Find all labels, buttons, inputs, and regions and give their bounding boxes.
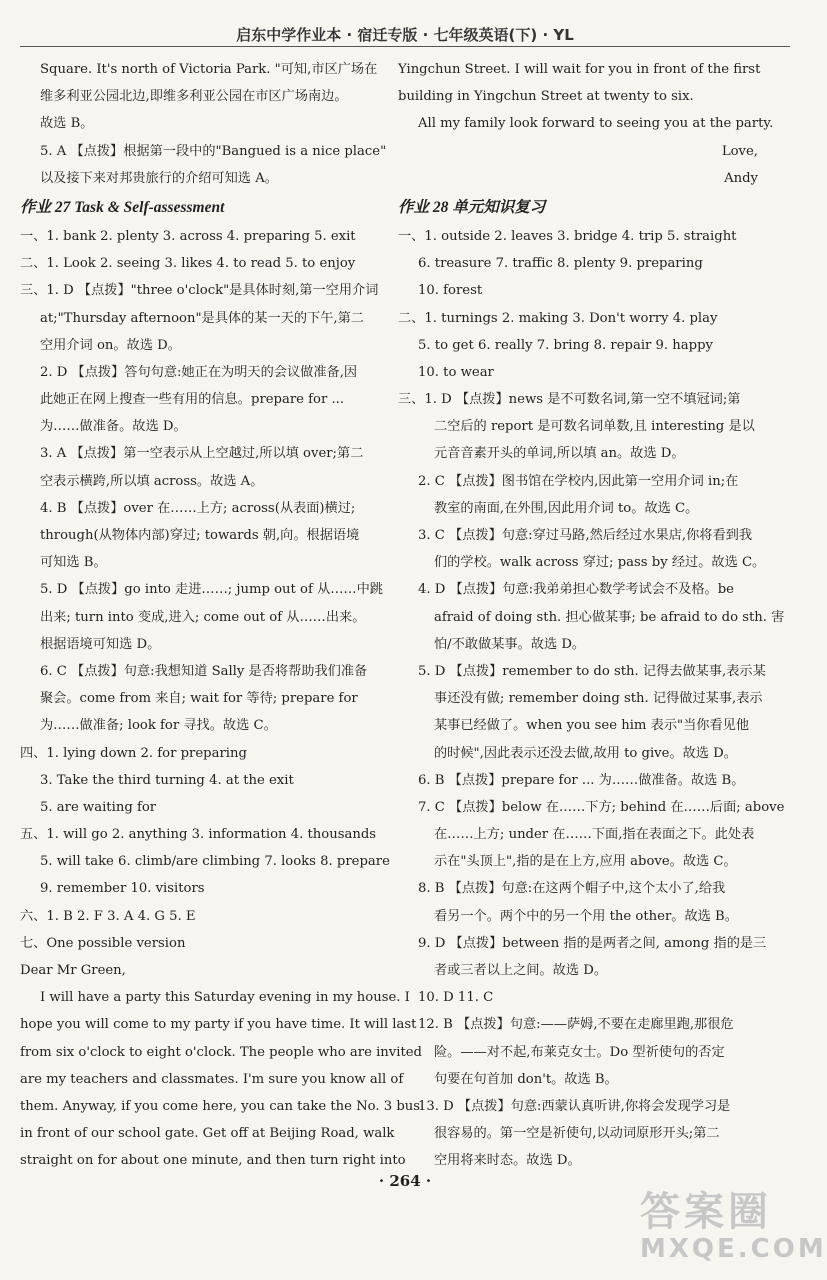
text-line: 教室的南面,在外围,因此用介词 to。故选 C。: [434, 500, 699, 516]
text-line: Andy: [724, 170, 758, 186]
text-line: 看另一个。两个中的另一个用 the other。故选 B。: [434, 908, 738, 924]
text-line: 怕/不敢做某事。故选 D。: [434, 636, 586, 652]
text-line: Square. It's north of Victoria Park. "可知,市区广场在: [40, 62, 378, 77]
text-line: 出来; turn into 变成,进入; come out of 从……出来。: [40, 609, 366, 625]
text-line: 一、1. bank 2. plenty 3. across 4. preparing 5. exit: [20, 228, 356, 244]
watermark-top: 答案圈: [640, 1189, 772, 1235]
text-line: 根据语境可知选 D。: [40, 636, 161, 652]
text-line: 为……做准备; look for 寻找。故选 C。: [40, 718, 277, 734]
text-line: 险。——对不起,布莱克女士。Do 型祈使句的否定: [434, 1044, 725, 1060]
text-line: 某事已经做了。when you see him 表示"当你看见他: [434, 718, 750, 734]
text-line: afraid of doing sth. 担心做某事; be afraid to do sth. 害: [434, 609, 785, 625]
text-line: are my teachers and classmates. I'm sure you know all of: [20, 1071, 404, 1087]
text-line: 2. D 【点拨】答句句意:她正在为明天的会议做准备,因: [40, 364, 358, 380]
text-line: 们的学校。walk across 穿过; pass by 经过。故选 C。: [434, 555, 766, 571]
text-line: 故选 B。: [40, 116, 94, 132]
text-line: 9. D 【点拨】between 指的是两者之间, among 指的是三: [418, 935, 767, 951]
text-line: 5. D 【点拨】remember to do sth. 记得去做某事,表示某: [418, 663, 766, 679]
text-line: 13. D 【点拨】句意:西蒙认真听讲,你将会发现学习是: [418, 1098, 731, 1114]
text-line: 示在"头顶上",指的是在上方,应用 above。故选 C。: [434, 854, 737, 870]
text-line: I will have a party this Saturday evening in my house. I: [40, 990, 410, 1006]
text-line: 5. will take 6. climb/are climbing 7. looks 8. prepare: [40, 854, 390, 870]
text-line: 可知选 B。: [40, 555, 107, 571]
text-line: 四、1. lying down 2. for preparing: [20, 745, 247, 761]
text-line: 2. C 【点拨】图书馆在学校内,因此第一空用介词 in;在: [418, 473, 739, 489]
section-title: 作业 28 单元知识复习: [398, 198, 546, 216]
text-line: 句要在句首加 don't。故选 B。: [434, 1071, 618, 1087]
watermark-bottom: MXQE.COM: [640, 1234, 827, 1264]
text-line: 事还没有做; remember doing sth. 记得做过某事,表示: [434, 691, 763, 707]
text-line: 很容易的。第一空是祈使句,以动词原形开头;第二: [434, 1126, 720, 1142]
text-line: 5. are waiting for: [40, 799, 157, 815]
text-line: from six o'clock to eight o'clock. The people who are invited: [20, 1044, 422, 1060]
text-line: 空用将来时态。故选 D。: [434, 1153, 581, 1169]
text-line: 3. Take the third turning 4. at the exit: [40, 772, 294, 788]
text-line: 4. B 【点拨】over 在……上方; across(从表面)横过;: [40, 500, 356, 516]
text-line: 5. A 【点拨】根据第一段中的"Bangued is a nice place": [40, 143, 387, 159]
text-line: Yingchun Street. I will wait for you in front of the first: [398, 62, 761, 77]
text-line: 10. to wear: [418, 364, 494, 380]
watermark-logo: [640, 1189, 827, 1270]
text-line: 空用介词 on。故选 D。: [40, 337, 181, 353]
text-line: 三、1. D 【点拨】news 是不可数名词,第一空不填冠词;第: [398, 392, 741, 408]
right-column: [398, 56, 785, 1175]
header-rule: [20, 46, 790, 47]
text-line: 维多利亚公园北边,即维多利亚公园在市区广场南边。: [40, 89, 348, 105]
text-line: 七、One possible version: [20, 935, 186, 951]
text-line: 二、1. Look 2. seeing 3. likes 4. to read 5. to enjoy: [20, 256, 356, 272]
text-line: 8. B 【点拨】句意:在这两个帽子中,这个太小了,给我: [418, 881, 726, 897]
text-line: Love,: [721, 143, 758, 159]
text-line: 10. forest: [418, 283, 483, 299]
text-line: 5. to get 6. really 7. bring 8. repair 9. happy: [418, 337, 713, 353]
text-line: through(从物体内部)穿过; towards 朝,向。根据语境: [40, 528, 360, 543]
text-line: 5. D 【点拨】go into 走进……; jump out of 从……中跳: [40, 582, 383, 598]
text-line: 的时候",因此表示还没去做,故用 to give。故选 D。: [434, 745, 737, 761]
text-line: 者或三者以上之间。故选 D。: [434, 963, 608, 978]
text-line: 空表示横跨,所以填 across。故选 A。: [40, 473, 264, 489]
page-header: 启东中学作业本 · 宿迁专版 · 七年级英语(下) · YL: [236, 26, 574, 44]
text-line: building in Yingchun Street at twenty to six.: [398, 89, 694, 105]
text-line: 六、1. B 2. F 3. A 4. G 5. E: [20, 908, 196, 924]
text-line: at;"Thursday afternoon"是具体的某一天的下午,第二: [40, 310, 364, 326]
text-line: 3. A 【点拨】第一空表示从上空越过,所以填 over;第二: [40, 446, 364, 462]
text-line: 3. C 【点拨】句意:穿过马路,然后经过水果店,你将看到我: [418, 528, 753, 543]
text-line: 一、1. outside 2. leaves 3. bridge 4. trip 5. straight: [398, 228, 737, 244]
page-number: · 264 ·: [378, 1172, 432, 1190]
text-line: 二空后的 report 是可数名词单数,且 interesting 是以: [434, 419, 755, 435]
text-line: 聚会。come from 来自; wait for 等待; prepare for: [40, 691, 358, 707]
text-line: 三、1. D 【点拨】"three o'clock"是具体时刻,第一空用介词: [20, 283, 379, 299]
text-line: 在……上方; under 在……下面,指在表面之下。此处表: [434, 827, 755, 843]
section-title: 作业 27 Task & Self-assessment: [20, 198, 225, 216]
text-line: in front of our school gate. Get off at Beijing Road, walk: [20, 1126, 395, 1142]
text-line: 9. remember 10. visitors: [40, 881, 205, 897]
text-line: 6. C 【点拨】句意:我想知道 Sally 是否将帮助我们准备: [40, 663, 368, 679]
text-line: 二、1. turnings 2. making 3. Don't worry 4. play: [398, 310, 718, 326]
text-line: 4. D 【点拨】句意:我弟弟担心数学考试会不及格。be: [418, 582, 734, 598]
left-column: [20, 56, 422, 1175]
text-line: Dear Mr Green,: [20, 963, 126, 978]
text-line: 以及接下来对邦贵旅行的介绍可知选 A。: [40, 170, 278, 186]
text-line: straight on for about one minute, and then turn right into: [20, 1153, 406, 1169]
text-line: them. Anyway, if you come here, you can take the No. 3 bus: [20, 1098, 421, 1114]
text-line: 为……做准备。故选 D。: [40, 419, 187, 435]
text-line: All my family look forward to seeing you at the party.: [418, 116, 774, 132]
text-line: hope you will come to my party if you have time. It will last: [20, 1017, 417, 1033]
text-line: 12. B 【点拨】句意:——萨姆,不要在走廊里跑,那很危: [418, 1017, 734, 1033]
text-line: 7. C 【点拨】below 在……下方; behind 在……后面; above: [418, 799, 785, 815]
text-line: 10. D 11. C: [418, 990, 494, 1006]
text-line: 此她正在网上搜查一些有用的信息。prepare for ...: [40, 392, 345, 408]
text-line: 6. treasure 7. traffic 8. plenty 9. preparing: [418, 256, 703, 272]
text-line: 五、1. will go 2. anything 3. information 4. thousands: [20, 827, 377, 843]
text-line: 6. B 【点拨】prepare for ... 为……做准备。故选 B。: [418, 772, 745, 788]
text-line: 元音音素开头的单词,所以填 an。故选 D。: [434, 446, 685, 462]
